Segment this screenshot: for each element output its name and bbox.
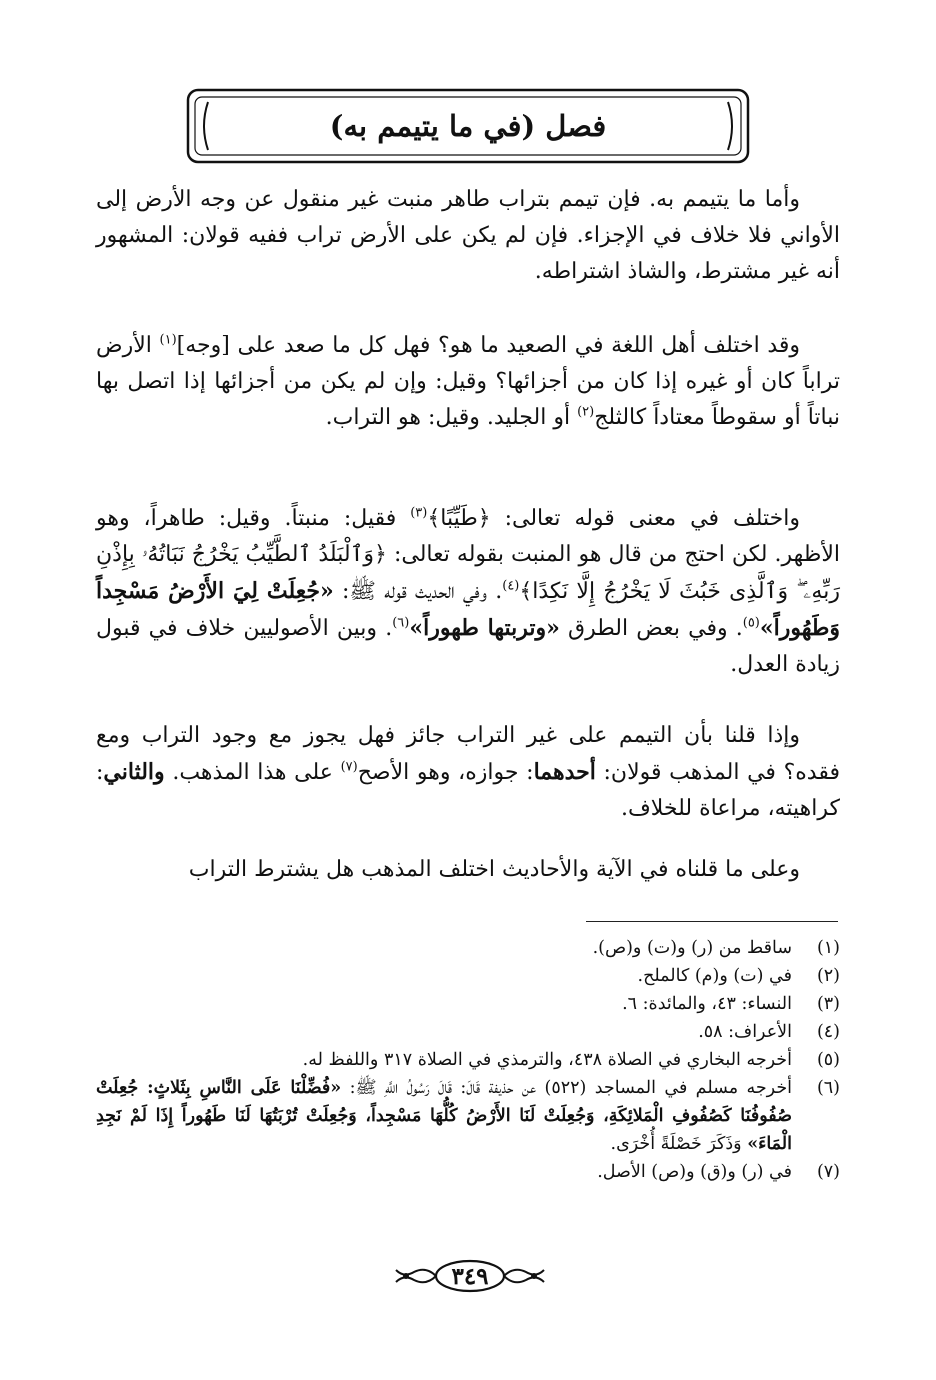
paragraph-4 [96,718,840,827]
footnote-1 [96,934,840,962]
footnote-text: الأعراف: ٥٨. [698,1022,792,1042]
paragraph-4-part-c: على هذا المذهب. [164,760,341,785]
footnote-text: النساء: ٤٣، والمائدة: ٦. [622,994,792,1014]
second-opinion-label: والثاني [103,759,165,785]
paragraph-4-part-a: وإذا قلنا بأن التيمم على غير التراب جائز فهل يجوز مع وجود التراب ومع فقده؟ في المذهب قولان: [96,723,841,785]
paragraph-2-part-b: الأرض تراباً كان أو غيره إذا كان من أجزائها؟ وقيل: وإن لم يكن من أجزائها إذا اتصل بها نباتاً أو سقوطاً معتاداً كالثلج [96,333,840,430]
footnote-6-hadith-quote: «فُضِّلْنَا عَلَى النَّاسِ بِثَلاثٍ: جُعِلَتْ صُفُوفُنَا كَصُفُوفِ الْمَلائِكَةِ، وَجُعِلَتْ لَنَا الأَرْضُ كُلُّهَا مَسْجِداً، وَجُعِلَتْ تُرْبَتُهَا لَنَا طَهُوراً إِذَا لَمْ نَجِدِ الْمَاءَ» [96,1078,792,1154]
paragraph-3-part-a: واختلف في معنى قوله تعالى: ﴿طَيِّبًا﴾ [427,506,800,531]
footnote-ref-7: (٧) [340,759,358,775]
chapter-title: فصل (في ما يتيمم به) [329,109,607,143]
paragraph-4-part-d: : كراهيته، مراعاة للخلاف. [96,760,840,821]
footnote-text: ساقط من (ر) و(ت) و(ص). [592,938,792,958]
footnote-4 [96,1018,840,1046]
footnote-number: (٤) [816,1022,840,1042]
paragraph-3-part-c: . وفي الحديث قوله ﷺ: [333,579,503,604]
footnote-5 [96,1046,840,1074]
footnote-ref-2: (٢) [577,404,595,420]
footnote-ref-1: (١) [159,332,177,348]
footnotes [96,934,840,1186]
paragraph-2 [96,328,840,436]
footnote-ref-4: (٤) [502,578,520,594]
footnote-text [96,1078,792,1154]
footnote-6 [96,1074,840,1158]
footnote-number: (٧) [816,1162,840,1182]
footnote-number: (٥) [816,1050,840,1070]
footnote-6-tail: وَذَكَرَ خَصْلَةً أُخْرَى. [610,1134,748,1154]
hadith-quote-2: «وتربتها طهوراً» [409,615,560,641]
footnote-number: (١) [816,938,840,958]
footnote-text: في (ر) و(ق) و(ص) الأصل. [597,1162,792,1182]
chapter-title-frame [186,88,750,164]
footnote-number: (٣) [816,994,840,1014]
footnote-number: (٦) [816,1078,840,1098]
paragraph-3 [96,501,840,683]
footnote-number: (٢) [816,966,840,986]
paragraph-2-part-a: وقد اختلف أهل اللغة في الصعيد ما هو؟ فهل كل ما صعد على [وجه] [176,333,801,358]
footnote-separator [586,921,838,922]
footnote-ref-5: (٥) [742,615,760,631]
paragraph-3-part-e: . وبين الأصوليين خلاف في قبول زيادة العدل. [96,616,840,677]
footnote-ref-6: (٦) [392,615,410,631]
footnote-2 [96,962,840,990]
page-number: ٣٤٩ [451,1262,489,1290]
paragraph-3-part-d: . وفي بعض الطرق [559,616,743,641]
first-opinion-label: أحدهما [533,759,596,785]
paragraph-2-part-c: أو الجليد. وقيل: هو التراب. [325,405,578,430]
page-number-ornament [390,1256,550,1296]
paragraph-3-part-b: فقيل: منبتاً. وقيل: طاهراً، وهو الأظهر. لكن احتج من قال هو المنبت بقوله تعالى: ﴿وَٱلْبَلَدُ ٱلطَّيِّبُ يَخْرُجُ نَبَاتُهُۥ بِإِذْنِ رَبِّهِۦ ۖ وَٱلَّذِى خَبُثَ لَا يَخْرُجُ إِلَّا نَكِدًا﴾ [96,506,840,604]
footnote-ref-3: (٣) [410,505,428,521]
footnote-6-intro: أخرجه مسلم في المساجد (٥٢٢) عن حذيفة قَالَ: قَالَ رَسُولُ اللَّهِ ﷺ: [341,1078,793,1098]
hadith-quote-1: «جُعِلَتْ لِيَ الأَرْضُ مَسْجِداً وَطَهُوراً» [96,578,841,641]
footnote-text: أخرجه البخاري في الصلاة ٤٣٨، والترمذي في الصلاة ٣١٧ واللفظ له. [302,1050,792,1070]
footnote-text: في (ت) و(م) كالملح. [637,966,792,986]
footnote-7 [96,1158,840,1186]
paragraph-1: وأما ما يتيمم به. فإن تيمم بتراب طاهر منبت غير منقول عن وجه الأرض إلى الأواني فلا خلاف في الإجزاء. فإن لم يكن على الأرض تراب ففيه قولان: المشهور أنه غير مشترط، والشاذ اشتراطه. [96,187,840,284]
footnote-3 [96,990,840,1018]
paragraph-5: وعلى ما قلناه في الآية والأحاديث اختلف المذهب هل يشترط التراب [188,857,800,882]
paragraph-4-part-b: : جوازه، وهو الأصح [357,760,534,785]
